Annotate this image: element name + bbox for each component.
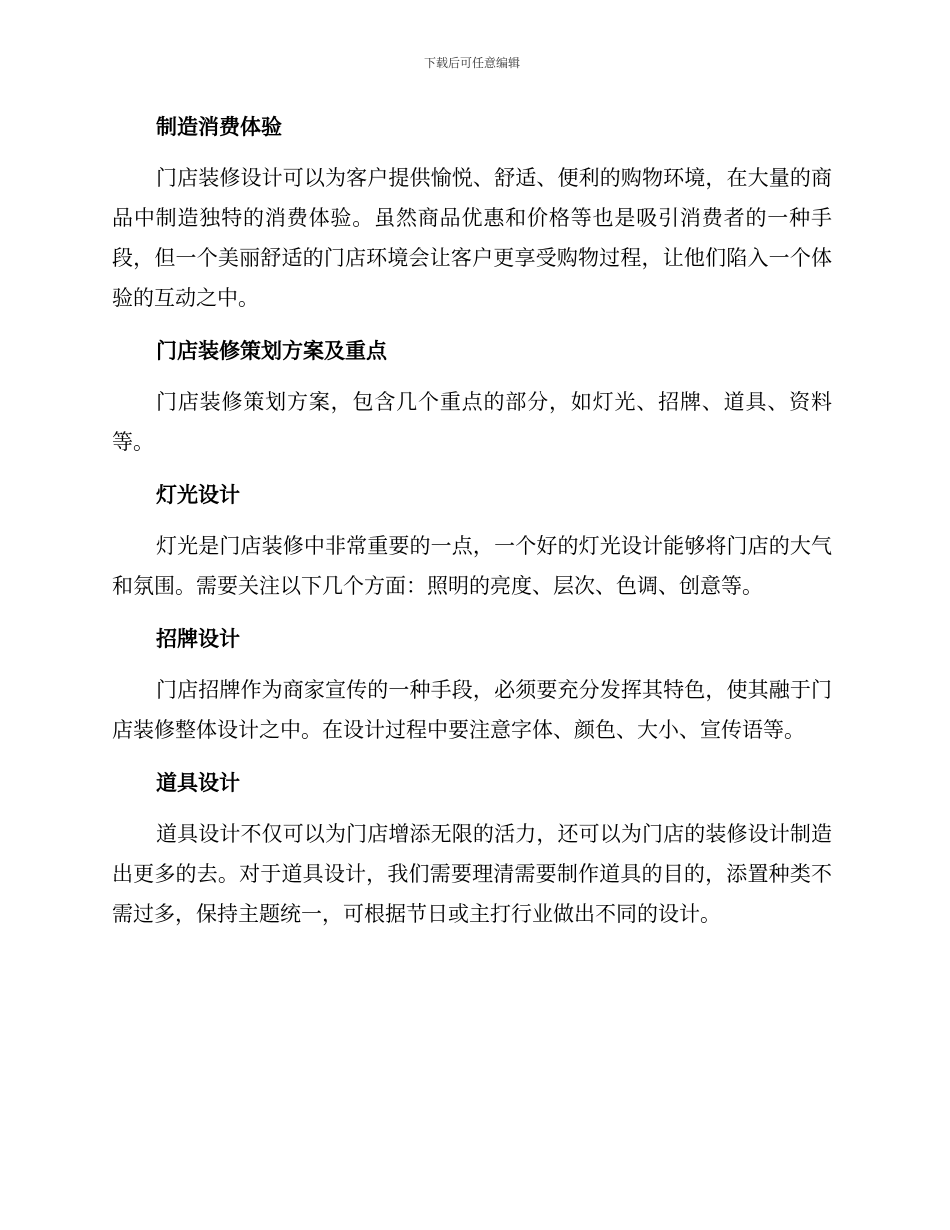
section-heading: 道具设计 [156,770,240,795]
section-heading: 制造消费体验 [156,114,282,139]
section-props-design [112,768,832,934]
section-paragraph: 门店装修策划方案，包含几个重点的部分，如灯光、招牌、道具、资料等。 [112,390,832,454]
section-heading: 招牌设计 [156,626,240,651]
section-paragraph: 道具设计不仅可以为门店增添无限的活力，还可以为门店的装修设计制造出更多的去。对于道具设计，我们需要理清需要制作道具的目的，添置种类不需过多，保持主题统一，可根据节日或主打行业做出不同的设计。 [112,822,832,926]
section-heading: 门店装修策划方案及重点 [156,338,387,363]
section-lighting-design [112,480,832,606]
section-consumer-experience [112,112,832,318]
section-paragraph: 门店招牌作为商家宣传的一种手段，必须要充分发挥其特色，使其融于门店装修整体设计之中。在设计过程中要注意字体、颜色、大小、宣传语等。 [112,678,832,742]
document-body [112,112,832,934]
section-paragraph: 灯光是门店装修中非常重要的一点，一个好的灯光设计能够将门店的大气和氛围。需要关注以下几个方面：照明的亮度、层次、色调、创意等。 [112,534,832,598]
page-header: 下载后可任意编辑 [423,56,520,70]
section-heading: 灯光设计 [156,482,240,507]
section-signboard-design [112,624,832,750]
section-paragraph: 门店装修设计可以为客户提供愉悦、舒适、便利的购物环境，在大量的商品中制造独特的消费体验。虽然商品优惠和价格等也是吸引消费者的一种手段，但一个美丽舒适的门店环境会让客户更享受购物过程，让他们陷入一个体验的互动之中。 [112,166,832,310]
section-renovation-plan [112,336,832,462]
